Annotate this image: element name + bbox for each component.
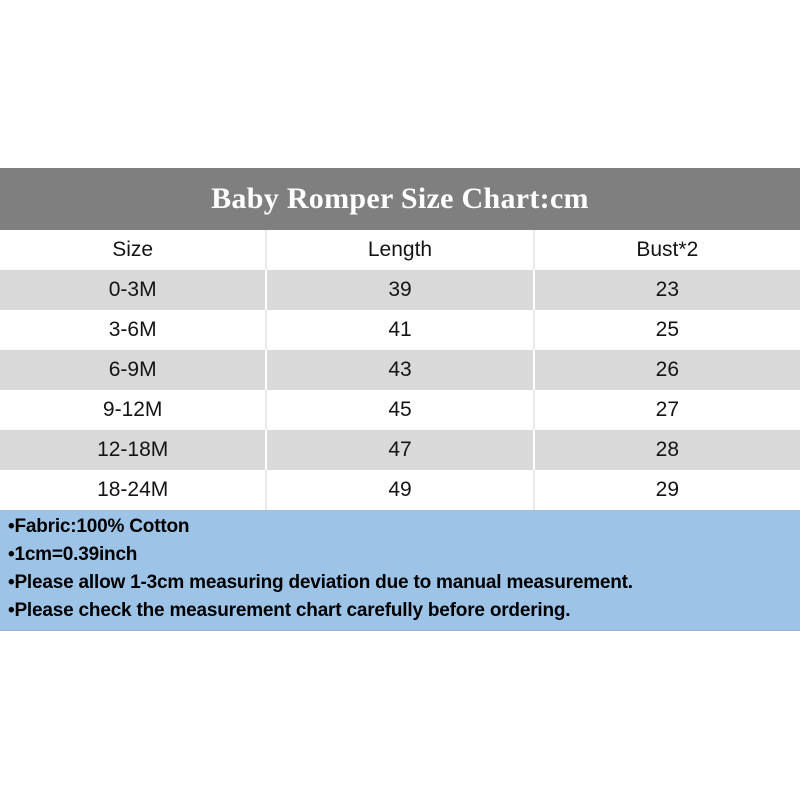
chart-title: Baby Romper Size Chart:cm [211,182,589,215]
size-cell: 0-3M [108,278,157,301]
notes-panel [0,510,800,631]
note-line-fabric: •Fabric:100% Cotton [8,516,190,537]
table-row [0,270,800,310]
table-row [0,390,800,430]
length-cell: 49 [265,470,532,510]
length-cell: 47 [265,430,532,470]
column-header-size: Size [112,238,154,261]
table-row [0,310,800,350]
note-line-check-chart: •Please check the measurement chart carefully before ordering. [8,600,571,621]
table-header-row [0,230,800,270]
table-row [0,350,800,390]
size-cell: 6-9M [108,358,157,381]
size-cell: 12-18M [97,438,169,461]
bust-cell: 26 [533,350,800,390]
table-row [0,470,800,510]
length-cell: 39 [265,270,532,310]
length-cell: 45 [265,390,532,430]
length-cell: 41 [265,310,532,350]
size-cell: 3-6M [108,318,157,341]
length-cell: 43 [265,350,532,390]
note-line-conversion: •1cm=0.39inch [8,544,138,565]
column-header-bust: Bust*2 [533,230,800,270]
bust-cell: 23 [533,270,800,310]
size-cell: 9-12M [102,398,163,421]
size-cell: 18-24M [97,478,169,501]
bust-cell: 29 [533,470,800,510]
size-table [0,230,800,510]
table-row [0,430,800,470]
bust-cell: 25 [533,310,800,350]
bust-cell: 28 [533,430,800,470]
column-header-length: Length [265,230,532,270]
note-line-deviation: •Please allow 1-3cm measuring deviation due to manual measurement. [8,572,633,593]
bust-cell: 27 [533,390,800,430]
title-bar [0,168,800,230]
